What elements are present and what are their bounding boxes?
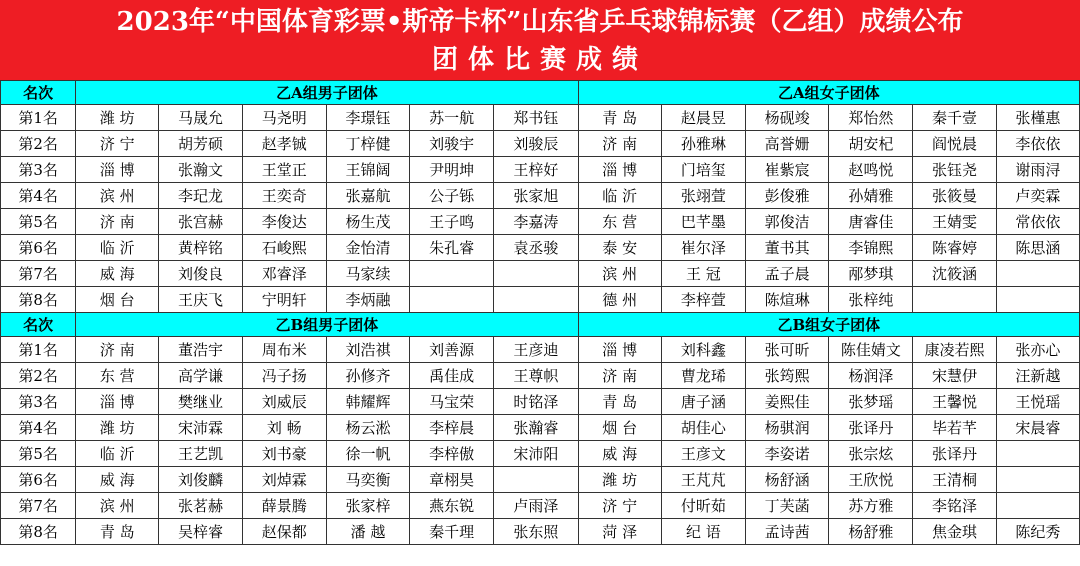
right-player-cell: 陈纪秀: [996, 519, 1079, 545]
table-row: [1, 493, 1080, 519]
left-player-cell: 张瀚睿: [494, 415, 578, 441]
right-player-cell: 王 冠: [661, 261, 745, 287]
rank-column-header: 名次: [1, 81, 76, 105]
table-row: [1, 389, 1080, 415]
rank-cell: 第1名: [1, 337, 76, 363]
right-player-cell: [996, 261, 1079, 287]
right-player-cell: 彭俊雅: [746, 183, 829, 209]
left-player-cell: 胡芳硕: [159, 131, 242, 157]
right-player-cell: 毕若芊: [913, 415, 996, 441]
left-group-header: 乙A组男子团体: [76, 81, 578, 105]
left-team-city-cell: 淄 博: [76, 389, 159, 415]
left-player-cell: 马尧明: [242, 105, 326, 131]
left-player-cell: 卢雨泽: [494, 493, 578, 519]
right-player-cell: 王欣悦: [829, 467, 913, 493]
right-team-city-cell: 济 宁: [578, 493, 661, 519]
left-player-cell: 马晟允: [159, 105, 242, 131]
left-player-cell: 张嘉航: [326, 183, 409, 209]
left-player-cell: 刘善源: [410, 337, 494, 363]
left-player-cell: 袁丞骏: [494, 235, 578, 261]
right-player-cell: 宋慧伊: [913, 363, 996, 389]
right-player-cell: 姜熙佳: [746, 389, 829, 415]
table-row: [1, 337, 1080, 363]
left-player-cell: 樊继业: [159, 389, 242, 415]
right-team-city-cell: 淄 博: [578, 337, 661, 363]
right-team-city-cell: 淄 博: [578, 157, 661, 183]
left-player-cell: 王尊帜: [494, 363, 578, 389]
right-player-cell: 李姿诺: [746, 441, 829, 467]
left-player-cell: 张茗赫: [159, 493, 242, 519]
right-player-cell: 沈筱涵: [913, 261, 996, 287]
section-header-row: [1, 81, 1080, 105]
right-player-cell: 胡佳心: [661, 415, 745, 441]
right-player-cell: 李锦熙: [829, 235, 913, 261]
left-player-cell: 赵保都: [242, 519, 326, 545]
rank-cell: 第6名: [1, 235, 76, 261]
left-player-cell: 董浩宇: [159, 337, 242, 363]
right-player-cell: 李梓萱: [661, 287, 745, 313]
table-row: [1, 157, 1080, 183]
left-player-cell: 刘俊麟: [159, 467, 242, 493]
right-player-cell: 常依依: [996, 209, 1079, 235]
left-player-cell: 王艺凯: [159, 441, 242, 467]
right-player-cell: 阎悦晨: [913, 131, 996, 157]
section-header-row: [1, 313, 1080, 337]
left-player-cell: 金怡清: [326, 235, 409, 261]
left-player-cell: 丁梓健: [326, 131, 409, 157]
right-player-cell: 谢雨浔: [996, 157, 1079, 183]
left-team-city-cell: 济 南: [76, 337, 159, 363]
left-player-cell: 朱孔睿: [410, 235, 494, 261]
table-row: [1, 131, 1080, 157]
left-player-cell: 禹佳成: [410, 363, 494, 389]
right-player-cell: 张槿惠: [996, 105, 1079, 131]
table-row: [1, 467, 1080, 493]
left-player-cell: 秦千理: [410, 519, 494, 545]
left-team-city-cell: 潍 坊: [76, 415, 159, 441]
left-player-cell: [410, 287, 494, 313]
left-player-cell: 刘骏辰: [494, 131, 578, 157]
right-player-cell: 孙婧雅: [829, 183, 913, 209]
left-player-cell: 李梓傲: [410, 441, 494, 467]
table-row: [1, 235, 1080, 261]
left-player-cell: 冯子扬: [242, 363, 326, 389]
right-player-cell: 苏方雅: [829, 493, 913, 519]
right-player-cell: [996, 493, 1079, 519]
right-player-cell: 郑怡然: [829, 105, 913, 131]
right-player-cell: 刘科鑫: [661, 337, 745, 363]
right-player-cell: 张筠熙: [746, 363, 829, 389]
right-player-cell: 康凌若熙: [913, 337, 996, 363]
table-row: [1, 415, 1080, 441]
rank-cell: 第5名: [1, 209, 76, 235]
left-team-city-cell: 威 海: [76, 467, 159, 493]
right-player-cell: 李铭泽: [913, 493, 996, 519]
right-player-cell: 张译丹: [829, 415, 913, 441]
left-team-city-cell: 临 沂: [76, 441, 159, 467]
table-row: [1, 105, 1080, 131]
left-player-cell: 李俊达: [242, 209, 326, 235]
left-team-city-cell: 威 海: [76, 261, 159, 287]
left-team-city-cell: 滨 州: [76, 493, 159, 519]
left-player-cell: 孙修齐: [326, 363, 409, 389]
rank-cell: 第4名: [1, 415, 76, 441]
rank-cell: 第8名: [1, 519, 76, 545]
left-player-cell: 李梓晨: [410, 415, 494, 441]
rank-cell: 第4名: [1, 183, 76, 209]
left-player-cell: 石峻熙: [242, 235, 326, 261]
left-player-cell: 王子鸣: [410, 209, 494, 235]
left-player-cell: 张瀚文: [159, 157, 242, 183]
right-player-cell: 纪 语: [661, 519, 745, 545]
right-player-cell: 郭俊洁: [746, 209, 829, 235]
right-player-cell: 张筱曼: [913, 183, 996, 209]
left-player-cell: 章栩昊: [410, 467, 494, 493]
left-player-cell: 刘俊良: [159, 261, 242, 287]
right-player-cell: 秦千壹: [913, 105, 996, 131]
right-player-cell: 邴梦琪: [829, 261, 913, 287]
right-player-cell: 张梦瑶: [829, 389, 913, 415]
right-player-cell: 崔尔泽: [661, 235, 745, 261]
right-player-cell: 张翊萱: [661, 183, 745, 209]
left-player-cell: 杨云淞: [326, 415, 409, 441]
right-player-cell: 王馨悦: [913, 389, 996, 415]
left-player-cell: 赵孝铖: [242, 131, 326, 157]
left-team-city-cell: 潍 坊: [76, 105, 159, 131]
results-table: [0, 80, 1080, 545]
right-team-city-cell: 济 南: [578, 363, 661, 389]
right-team-city-cell: 烟 台: [578, 415, 661, 441]
rank-cell: 第2名: [1, 363, 76, 389]
right-team-city-cell: 滨 州: [578, 261, 661, 287]
left-player-cell: 刘浩祺: [326, 337, 409, 363]
left-team-city-cell: 临 沂: [76, 235, 159, 261]
left-player-cell: 高学谦: [159, 363, 242, 389]
left-player-cell: 公子铄: [410, 183, 494, 209]
right-player-cell: 赵鸣悦: [829, 157, 913, 183]
left-player-cell: [494, 467, 578, 493]
right-player-cell: 王清桐: [913, 467, 996, 493]
right-team-city-cell: 威 海: [578, 441, 661, 467]
right-group-header: 乙A组女子团体: [578, 81, 1079, 105]
right-player-cell: 杨舒涵: [746, 467, 829, 493]
right-player-cell: 高誉姗: [746, 131, 829, 157]
right-team-city-cell: 济 南: [578, 131, 661, 157]
left-player-cell: 王梓好: [494, 157, 578, 183]
rank-cell: 第2名: [1, 131, 76, 157]
right-team-city-cell: 潍 坊: [578, 467, 661, 493]
right-player-cell: 王悦瑶: [996, 389, 1079, 415]
right-player-cell: 张钰尧: [913, 157, 996, 183]
left-player-cell: 马家续: [326, 261, 409, 287]
right-player-cell: [913, 287, 996, 313]
left-player-cell: 燕东锐: [410, 493, 494, 519]
rank-cell: 第6名: [1, 467, 76, 493]
rank-cell: 第8名: [1, 287, 76, 313]
table-row: [1, 261, 1080, 287]
right-player-cell: 陈佳婧文: [829, 337, 913, 363]
left-team-city-cell: 济 宁: [76, 131, 159, 157]
left-player-cell: 宋沛阳: [494, 441, 578, 467]
left-player-cell: 王堂正: [242, 157, 326, 183]
right-player-cell: [996, 467, 1079, 493]
left-team-city-cell: 滨 州: [76, 183, 159, 209]
right-player-cell: 陈睿婷: [913, 235, 996, 261]
rank-cell: 第7名: [1, 261, 76, 287]
left-player-cell: 薛景腾: [242, 493, 326, 519]
left-player-cell: 张家旭: [494, 183, 578, 209]
right-player-cell: 王芃芃: [661, 467, 745, 493]
right-team-city-cell: 青 岛: [578, 105, 661, 131]
left-player-cell: 邓睿泽: [242, 261, 326, 287]
left-player-cell: 吴梓睿: [159, 519, 242, 545]
right-player-cell: 汪新越: [996, 363, 1079, 389]
right-player-cell: 杨砚竣: [746, 105, 829, 131]
right-player-cell: 张宗炫: [829, 441, 913, 467]
left-player-cell: 刘书豪: [242, 441, 326, 467]
left-player-cell: 李璟钰: [326, 105, 409, 131]
left-player-cell: 黄梓铭: [159, 235, 242, 261]
left-team-city-cell: 烟 台: [76, 287, 159, 313]
right-player-cell: [996, 441, 1079, 467]
left-team-city-cell: 青 岛: [76, 519, 159, 545]
left-player-cell: 周布米: [242, 337, 326, 363]
right-player-cell: 巴芊墨: [661, 209, 745, 235]
left-player-cell: 尹明坤: [410, 157, 494, 183]
left-player-cell: 马奕衡: [326, 467, 409, 493]
right-team-city-cell: 青 岛: [578, 389, 661, 415]
left-team-city-cell: 淄 博: [76, 157, 159, 183]
rank-cell: 第7名: [1, 493, 76, 519]
right-player-cell: 杨骐润: [746, 415, 829, 441]
right-group-header: 乙B组女子团体: [578, 313, 1079, 337]
right-player-cell: 付昕茹: [661, 493, 745, 519]
right-player-cell: 杨润泽: [829, 363, 913, 389]
left-player-cell: 刘威辰: [242, 389, 326, 415]
right-player-cell: 孟诗茜: [746, 519, 829, 545]
left-player-cell: [410, 261, 494, 287]
table-row: [1, 287, 1080, 313]
left-player-cell: 张家梓: [326, 493, 409, 519]
right-player-cell: 杨舒雅: [829, 519, 913, 545]
right-player-cell: 崔紫宸: [746, 157, 829, 183]
right-player-cell: 张梓纯: [829, 287, 913, 313]
right-player-cell: 陈煊琳: [746, 287, 829, 313]
right-player-cell: 张亦心: [996, 337, 1079, 363]
right-player-cell: 赵晨昱: [661, 105, 745, 131]
table-row: [1, 209, 1080, 235]
right-player-cell: 张译丹: [913, 441, 996, 467]
left-player-cell: 徐一帆: [326, 441, 409, 467]
right-player-cell: 王彦文: [661, 441, 745, 467]
right-player-cell: 董书其: [746, 235, 829, 261]
table-row: [1, 183, 1080, 209]
right-player-cell: [996, 287, 1079, 313]
left-player-cell: 王奕奇: [242, 183, 326, 209]
right-player-cell: 胡安杞: [829, 131, 913, 157]
right-player-cell: 丁芙菡: [746, 493, 829, 519]
right-team-city-cell: 东 营: [578, 209, 661, 235]
left-player-cell: 王庆飞: [159, 287, 242, 313]
right-player-cell: 曹龙琋: [661, 363, 745, 389]
rank-cell: 第3名: [1, 389, 76, 415]
table-row: [1, 519, 1080, 545]
left-player-cell: 刘焯霖: [242, 467, 326, 493]
rank-column-header: 名次: [1, 313, 76, 337]
left-player-cell: [494, 287, 578, 313]
left-player-cell: 张宫赫: [159, 209, 242, 235]
left-player-cell: 李炳融: [326, 287, 409, 313]
left-player-cell: 时铭泽: [494, 389, 578, 415]
right-team-city-cell: 德 州: [578, 287, 661, 313]
right-player-cell: 孙雅琳: [661, 131, 745, 157]
rank-cell: 第1名: [1, 105, 76, 131]
left-group-header: 乙B组男子团体: [76, 313, 578, 337]
left-player-cell: 马宝荣: [410, 389, 494, 415]
left-player-cell: 杨生茂: [326, 209, 409, 235]
left-player-cell: 王锦阔: [326, 157, 409, 183]
page-subtitle: 团体比赛成绩: [431, 45, 648, 75]
left-player-cell: 潘 越: [326, 519, 409, 545]
left-team-city-cell: 东 营: [76, 363, 159, 389]
left-player-cell: 张东照: [494, 519, 578, 545]
left-player-cell: 宁明轩: [242, 287, 326, 313]
left-player-cell: 李嘉涛: [494, 209, 578, 235]
right-team-city-cell: 菏 泽: [578, 519, 661, 545]
right-player-cell: 李依依: [996, 131, 1079, 157]
right-team-city-cell: 泰 安: [578, 235, 661, 261]
right-player-cell: 孟子晨: [746, 261, 829, 287]
table-row: [1, 441, 1080, 467]
right-player-cell: 焦金琪: [913, 519, 996, 545]
rank-cell: 第3名: [1, 157, 76, 183]
left-player-cell: [494, 261, 578, 287]
left-player-cell: 苏一航: [410, 105, 494, 131]
right-player-cell: 卢奕霖: [996, 183, 1079, 209]
right-player-cell: 陈思涵: [996, 235, 1079, 261]
right-player-cell: 宋晨睿: [996, 415, 1079, 441]
right-player-cell: 唐子涵: [661, 389, 745, 415]
page-title: 2023年“中国体育彩票•斯帝卡杯”山东省乒乓球锦标赛（乙组）成绩公布: [116, 7, 964, 37]
left-player-cell: 刘骏宇: [410, 131, 494, 157]
right-team-city-cell: 临 沂: [578, 183, 661, 209]
left-player-cell: 宋沛霖: [159, 415, 242, 441]
left-player-cell: 郑书钰: [494, 105, 578, 131]
right-player-cell: 门培玺: [661, 157, 745, 183]
right-player-cell: 张可昕: [746, 337, 829, 363]
table-row: [1, 363, 1080, 389]
left-player-cell: 李玘龙: [159, 183, 242, 209]
title-banner: [0, 0, 1080, 80]
rank-cell: 第5名: [1, 441, 76, 467]
left-player-cell: 韩耀辉: [326, 389, 409, 415]
left-player-cell: 王彦迪: [494, 337, 578, 363]
left-team-city-cell: 济 南: [76, 209, 159, 235]
right-player-cell: 唐睿佳: [829, 209, 913, 235]
right-player-cell: 王婧雯: [913, 209, 996, 235]
left-player-cell: 刘 畅: [242, 415, 326, 441]
